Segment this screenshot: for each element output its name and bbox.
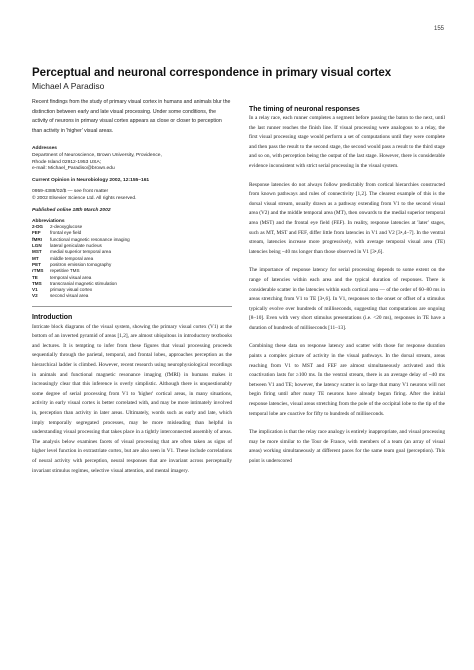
timing-paragraph: The importance of response latency for serial processing depends to some extent on the range of latencies within each area and the typical duration of responses. There is considerable scatter in the latencies within each cortical area — of the order of 60–80 ms in areas stretching from V1 to TE [3•,6]. In V1, responses to the onset or offset of a stimulus typically evolve over hundreds of milliseconds, suggesting that computations are ongoing [8–10]. Even with very short stimulus presentations (i.e. <20 ms), responses in TE have a duration of hundreds of milliseconds [11–13]. — [249, 267, 445, 331]
abbreviation-term: MT — [32, 255, 39, 261]
abbreviation-definition: frontal eye field — [50, 230, 82, 236]
abbreviation-term: V2 — [32, 293, 38, 299]
abbreviation-definition: 2-deoxyglucose — [50, 224, 83, 230]
abbreviation-term: MST — [32, 249, 42, 255]
abbreviation-term: 2-DG — [32, 224, 43, 230]
journal-citation: Current Opinion in Neurobiology 2002, 12:155–161 — [32, 177, 150, 183]
abbreviation-definition: primary visual cortex — [50, 287, 93, 293]
abbreviation-definition: functional magnetic resonance imaging — [50, 236, 130, 242]
abbreviation-definition: middle temporal area — [50, 255, 94, 261]
abbreviation-definition: medial superior temporal area — [50, 249, 112, 255]
abbreviations-list — [32, 224, 232, 300]
abbreviation-definition: lateral geniculate nucleus — [50, 243, 102, 249]
author-name: Michael A Paradiso — [32, 81, 105, 91]
abbreviation-term: LGN — [32, 243, 42, 249]
address-line: Department of Neuroscience, Brown University, Providence, — [32, 152, 162, 158]
abbreviation-term: V1 — [32, 287, 38, 293]
addresses-block — [32, 146, 232, 172]
abbreviation-definition: second visual area — [50, 293, 89, 299]
address-line: Rhode Island 02912-1953 USA; — [32, 159, 102, 165]
timing-paragraph: Response latencies do not always follow predictably from cortical hierarchies constructed from known pathways and rules of connectivity [1,2]. The clearest example of this is the dorsal visual stream, usually drawn as a pathway extending from V1 to the second visual area (V2) and the middle temporal area (MT), then onwards to the medial superior temporal area (MST) and the frontal eye field (FEF). In reality, response latencies at 'later' stages, such as MT, MST and FEF, differ little from latencies in V1 and V2 [3•,4–7]. In the ventral stream, latencies increase more progressively, with average temporal visual area (TE) latencies being ~40 ms longer than those observed in V1 [3•,6]. — [249, 181, 445, 255]
abbreviation-definition: transcranial magnetic stimulation — [50, 280, 117, 286]
timing-paragraph: The implication is that the relay race analogy is entirely inappropriate, and visual processing may be more similar to the Tour de France, with members of a team (an array of visual areas) working simultaneously at different paces for the same team goal (perception). This point is underscored — [249, 429, 445, 464]
published-online: Published online 18th March 2002 — [32, 207, 111, 213]
page-number: 155 — [433, 26, 444, 32]
abbreviation-term: fMRI — [32, 236, 42, 242]
abbreviation-term: rTMS — [32, 268, 44, 274]
abbreviation-term: TE — [32, 274, 38, 280]
section-heading-timing: The timing of neuronal responses — [249, 106, 360, 113]
abbreviation-definition: positron emission tomography — [50, 261, 112, 267]
addresses-label: Addresses — [32, 146, 58, 152]
abbreviation-term: PET — [32, 261, 41, 267]
abbreviation-definition: repetitive TMS — [50, 268, 80, 274]
abbreviations-label: Abbreviations — [32, 219, 65, 225]
front-matter-column — [32, 98, 232, 476]
copyright-line: © 2002 Elsevier Science Ltd. All rights reserved. — [32, 195, 137, 201]
introduction-text: Intricate block diagrams of the visual system, showing the primary visual cortex (V1) at the bottom of an inverted pyramid of areas [1,2], are almost ubiquitous in introductory textbooks and lectures. It is tempting to infer from these figures that visual processing proceeds sequentially through the parietal, temporal, and frontal lobes, approaches perception as the hierarchical ladder is climbed. However, recent research using neurophysiological recordings in animals and functional magnetic resonance imaging (fMRI) in humans makes it increasingly clear that this inference is overly simplistic. Although there is unquestionably some degree of serial processing from V1 to 'higher' cortical areas, in many situations, activity in early visual cortex is better correlated with, and may be more intimately involved in, perception than activity in later areas. Ultimately, words such as early and late, which imply temporally segregated processes, may be more misleading than helpful in understanding visual processing that takes place in a tightly interconnected assembly of areas. The analysis below examines facets of visual processing that are often taken as signs of higher level function in extrastriate cortex, but are also seen in V1. These include correlations of neural activity with perception, neural responses that are invariant across perceptually invariant stimulus regimes, selective visual attention, and mental imagery. — [32, 323, 232, 474]
main-text-column — [249, 106, 445, 467]
issn-block — [32, 189, 232, 202]
issn-line: 0959-4388/02/$ — see front matter — [32, 189, 109, 195]
section-divider — [32, 306, 232, 307]
abstract: Recent findings from the study of primary visual cortex in humans and animals blur the distinction between early and late visual processing. Under some conditions, the activity of neurons in primary visual cortex appears as close or closer to perception than activity in 'higher' visual areas. — [32, 99, 231, 134]
abbreviation-entry — [32, 293, 232, 299]
section-heading-introduction: Introduction — [32, 313, 73, 321]
abbreviations-block — [32, 219, 232, 300]
timing-paragraph: Combining these data on response latency and scatter with those for response duration paints a complex picture of activity in the visual pathways. In the dorsal stream, areas reaching from V1 to MST and FEF are almost simultaneously activated and this coactivation lasts for ≥100 ms. In the ventral stream, there is an average delay of ~40 ms between V1 and TE; however, the latency scatter is so large that many V1 neurons will not begin firing until after many TE neurons have already begun firing. After the initial response latencies, visual areas stretching from the pole of the occipital lobe to the tip of the temporal lobe are coactive for fifty to hundreds of milliseconds. — [249, 343, 445, 417]
timing-paragraph: In a relay race, each runner completes a segment before passing the baton to the next, until the last runner reaches the finish line. If visual processing were analogous to a relay, the first visual processing stage would perform a set of computations until they were complete and then pass the result to the second stage, the second would pass a result to the third stage and so on, with perception being the output of the last stage. However, there is considerable evidence inconsistent with strict serial processing in the visual system. — [249, 115, 445, 169]
article-title: Perceptual and neuronal correspondence in primary visual cortex — [32, 67, 392, 79]
abbreviation-term: TMS — [32, 280, 42, 286]
abbreviation-term: FEF — [32, 230, 41, 236]
author-email[interactable]: e-mail: Michael_Paradiso@brown.edu — [32, 166, 115, 172]
abbreviation-definition: temporal visual area — [50, 274, 92, 280]
